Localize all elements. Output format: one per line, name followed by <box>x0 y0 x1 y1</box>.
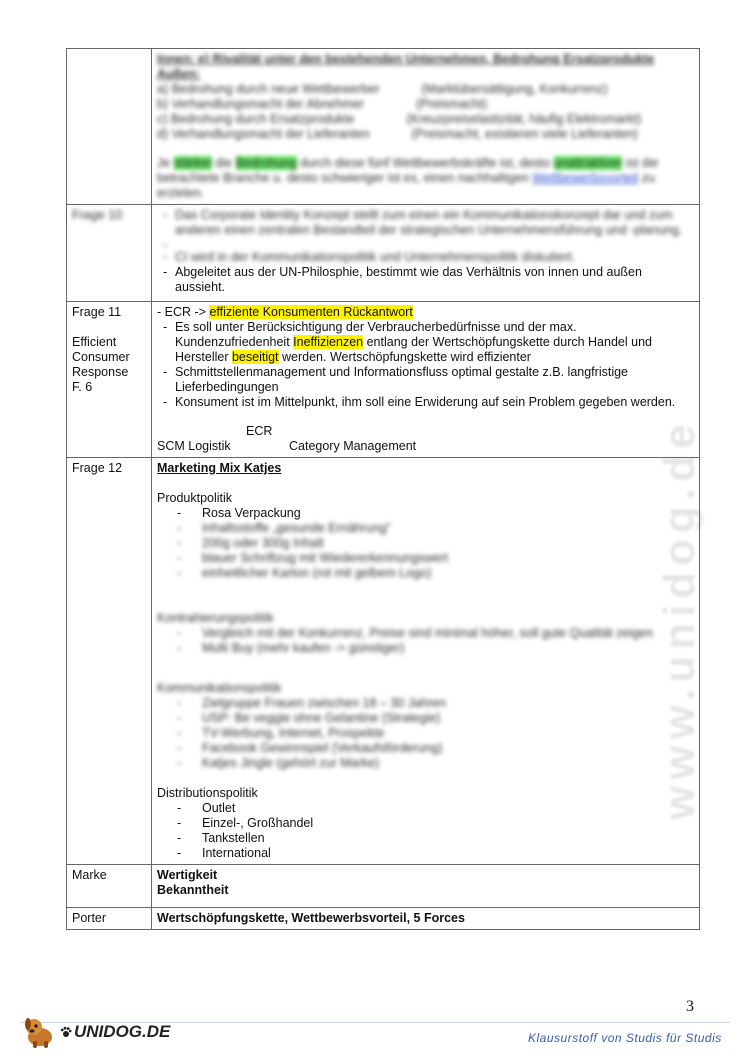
table-row <box>67 865 700 908</box>
kontra-heading: Kontrahierungspolitik <box>157 611 274 625</box>
category-label: Category Management <box>289 439 417 453</box>
logo-text: UNIDOG.DE <box>74 1022 171 1041</box>
marketing-mix-title: Marketing Mix Katjes <box>157 461 282 475</box>
blur-line: c) Bedrohung durch Ersatzprodukte (Kreuzpreiselastizität, häufig Elektromarkt) <box>157 112 642 126</box>
list-item: - Schmittstellenmanagement und Informationsfluss optimal gestalte z.B. langfristige Lieferbedingungen <box>157 365 694 395</box>
porter-cell: Wertschöpfungskette, Wettbewerbsvorteil, 5 Forces <box>152 908 700 930</box>
forces-list <box>157 52 694 201</box>
list-item: - USP: Be veggie ohne Gelantine (Strategie) <box>157 711 694 726</box>
frage10-label: Frage 10 <box>72 208 123 222</box>
kontra-list <box>157 626 694 656</box>
forces-sentence: Je stärker die Bedrohung durch diese fünf Wettbewerbskräfte ist, desto unattraktiver ist die betrachtete Branche u. desto schwieriger ist es, einen nachhaltigen Wettbewerbsvorteil zu erzielen. <box>157 156 659 200</box>
list-item: - Das Corporate Identity Konzept stellt zum einen ein Kommunikationskonzept dar und zum anderen einen zentralen Bestandteil der strategischen Unternehmensführung und -planung. <box>157 208 694 238</box>
list-item: - International <box>157 846 694 861</box>
kommu-list <box>157 696 694 771</box>
list-item: - Multi Buy (mehr kaufen -> günstiger) <box>157 641 694 656</box>
list-item: - Es soll unter Berücksichtigung der Verbraucherbedürfnisse und der max. Kundenzufriedenheit Ineffizienzen entlang der Wertschöpfungskette durch Handel und Hersteller beseitigt werden. Wertschöpfungskette wird effizienter <box>157 320 694 365</box>
list-item: - Vergleich mit der Konkurrenz, Preise sind minimal höher, soll gute Qualität zeigen <box>157 626 694 641</box>
list-item: - blauer Schriftzug mit Wiedererkennungswert <box>157 551 694 566</box>
blur-line: Außen: <box>157 67 201 81</box>
list-item: - Katjes Jingle (gehört zur Marke) <box>157 756 694 771</box>
blur-line: d) Verhandlungsmacht der Lieferanten (Preismacht, existieren viele Lieferanten) <box>157 127 638 141</box>
ecr-label: ECR <box>246 424 273 438</box>
list-item: - Einzel-, Großhandel <box>157 816 694 831</box>
unidog-logo[interactable] <box>22 1015 170 1049</box>
wertigkeit: Wertigkeit <box>157 868 218 882</box>
list-item: - Konsument ist im Mittelpunkt, ihm soll eine Erwiderung auf sein Problem gegeben werden. <box>157 395 694 410</box>
table-row <box>67 458 700 865</box>
list-item: - Inhaltsstoffe „gesunde Ernährung“ <box>157 521 694 536</box>
watermark: www.unidog.de <box>655 418 704 820</box>
list-item: - Zielgruppe Frauen zwischen 18 – 30 Jahren <box>157 696 694 711</box>
ecr-intro: - ECR -> effiziente Konsumenten Rückantwort <box>157 305 413 319</box>
blur-line: b) Verhandlungsmacht der Abnehmer (Preismacht) <box>157 97 488 111</box>
blur-line: Innen: e) Rivalität unter den bestehenden Unternehmen, Bedrohung Ersatzprodukte <box>157 52 655 66</box>
produkt-list <box>157 506 694 581</box>
kommu-heading: Kommunikationspolitik <box>157 681 282 695</box>
page-number: 3 <box>686 998 694 1015</box>
content-table <box>66 48 700 930</box>
frage12-cell <box>152 458 700 865</box>
list-item: - Rosa Verpackung <box>157 506 694 521</box>
list-item: - 200g oder 300g Inhalt <box>157 536 694 551</box>
marke-label: Marke <box>67 865 152 908</box>
frage11-list <box>157 320 694 410</box>
porter-forces-cell <box>152 49 700 205</box>
frage11-cell <box>152 302 700 458</box>
frage11-label: Frage 11 Efficient Consumer Response F. 6 <box>67 302 152 458</box>
table-row <box>67 302 700 458</box>
frage10-list <box>157 208 694 295</box>
list-item: - CI wird in der Kommunikationspolitik und Unternehmenspolitik diskutiert. <box>157 250 694 265</box>
marke-cell <box>152 865 700 908</box>
frage10-cell <box>152 205 700 302</box>
list-item: - TV-Werbung, Internet, Prospekte <box>157 726 694 741</box>
bekanntheit: Bekanntheit <box>157 883 229 897</box>
list-item: - Abgeleitet aus der UN-Philosphie, bestimmt wie das Verhältnis von innen und außen aussieht. <box>157 265 694 295</box>
list-item: - einheitlicher Karton (rot mit gelbem Logo) <box>157 566 694 581</box>
blur-line: a) Bedrohung durch neue Wettbewerber (Marktübersättigung, Konkurrenz) <box>157 82 608 96</box>
list-item: - Facebook Gewinnspiel (Verkaufsförderung) <box>157 741 694 756</box>
distri-heading: Distributionspolitik <box>157 786 258 800</box>
produkt-heading: Produktpolitik <box>157 491 233 505</box>
frage12-label: Frage 12 <box>67 458 152 865</box>
list-item: - Tankstellen <box>157 831 694 846</box>
porter-label: Porter <box>67 908 152 930</box>
list-item: - Outlet <box>157 801 694 816</box>
scm-label: SCM Logistik <box>157 439 231 453</box>
paw-icon <box>60 1026 72 1038</box>
footer-slogan: Klausurstoff von Studis für Studis <box>528 1031 722 1045</box>
dog-logo-icon <box>22 1015 58 1049</box>
table-row <box>67 49 700 205</box>
table-row <box>67 205 700 302</box>
distri-list <box>157 801 694 861</box>
wettbewerbsvorteil-link[interactable]: Wettbewerbsvorteil <box>532 171 639 185</box>
table-row <box>67 908 700 930</box>
